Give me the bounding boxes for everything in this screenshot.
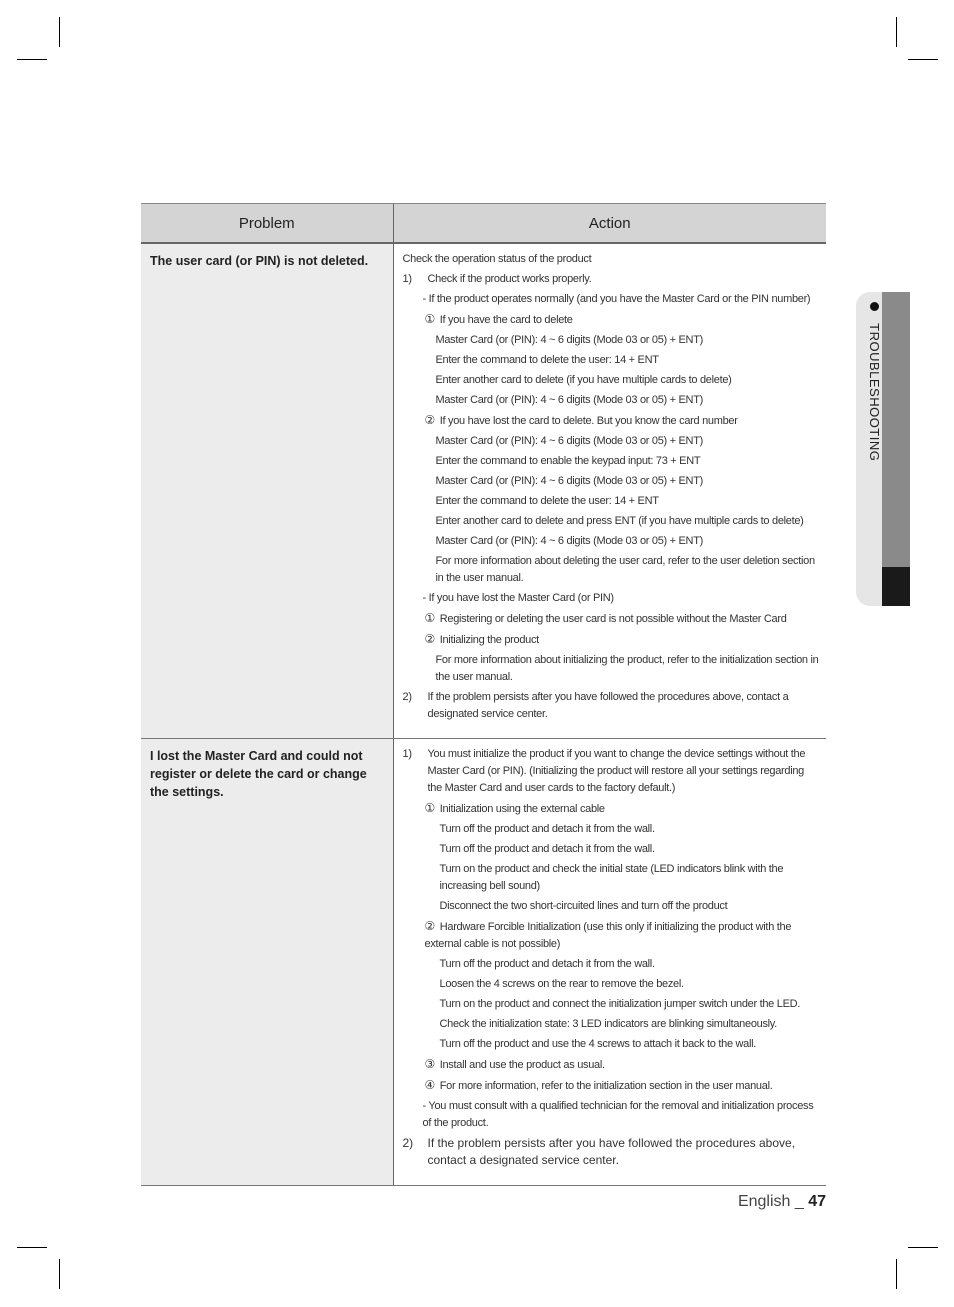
step-line: Master Card (or (PIN): 4 ~ 6 digits (Mode 03 or 05) + ENT) (435, 394, 703, 406)
step-line: Turn on the product and connect the initialization jumper switch under the LED. (439, 998, 801, 1010)
troubleshooting-table (141, 203, 826, 1186)
step-line: Enter another card to delete (if you have multiple cards to delete) (435, 374, 732, 386)
step-line: Turn on the product and check the initial state (LED indicators blink with the increasing bell sound) (439, 863, 784, 892)
crop-mark (896, 17, 897, 47)
sub-item: ① Registering or deleting the user card is not possible without the Master Card (424, 611, 787, 625)
condition-line: - If the product operates normally (and you have the Master Card or the PIN number) (422, 293, 811, 305)
tab-stripe-dark (882, 567, 910, 606)
section-tab-label (862, 302, 882, 461)
circled-number: ③ (424, 1057, 435, 1071)
circled-number: ① (424, 312, 435, 326)
step-line: Loosen the 4 screws on the rear to remove the bezel. (439, 978, 684, 990)
crop-mark (908, 59, 938, 60)
crop-mark (17, 1247, 47, 1248)
sub-item: ① If you have the card to delete (424, 312, 573, 326)
sub-item: ② If you have lost the card to delete. But you know the card number (424, 413, 738, 427)
sub-item: ④ For more information, refer to the initialization section in the user manual. (424, 1078, 773, 1092)
sub-item: ③ Install and use the product as usual. (424, 1057, 605, 1071)
circled-number: ① (424, 801, 435, 815)
step-line: Master Card (or (PIN): 4 ~ 6 digits (Mode 03 or 05) + ENT) (435, 435, 703, 447)
step-line: Master Card (or (PIN): 4 ~ 6 digits (Mode 03 or 05) + ENT) (435, 535, 703, 547)
step-line: Disconnect the two short-circuited lines and turn off the product (439, 900, 728, 912)
step-line: Turn off the product and use the 4 screws to attach it back to the wall. (439, 1038, 757, 1050)
step-line: Enter another card to delete and press ENT (if you have multiple cards to delete) (435, 515, 804, 527)
problem-header: Problem (141, 204, 393, 244)
numbered-item: 1) Check if the product works properly. (402, 273, 592, 285)
crop-mark (59, 1259, 60, 1289)
step-line: Master Card (or (PIN): 4 ~ 6 digits (Mode 03 or 05) + ENT) (435, 475, 703, 487)
step-line: Enter the command to enable the keypad input: 73 + ENT (435, 455, 701, 467)
problem-cell: The user card (or PIN) is not deleted. (141, 243, 393, 739)
action-intro: Check the operation status of the product (402, 253, 592, 265)
table-header-row (141, 204, 826, 244)
sub-item: ② Initializing the product (424, 632, 539, 646)
step-line: Turn off the product and detach it from the wall. (439, 843, 655, 855)
sub-item: ① Initialization using the external cable (424, 801, 605, 815)
crop-mark (59, 17, 60, 47)
table-row (141, 739, 826, 1186)
condition-line: - You must consult with a qualified technician for the removal and initialization process of the product. (422, 1100, 814, 1129)
page-footer (738, 1193, 826, 1211)
step-line: Master Card (or (PIN): 4 ~ 6 digits (Mode 03 or 05) + ENT) (435, 334, 703, 346)
circled-number: ② (424, 919, 435, 933)
crop-mark (896, 1259, 897, 1289)
step-line: Check the initialization state: 3 LED indicators are blinking simultaneously. (439, 1018, 777, 1030)
page-number: 47 (808, 1193, 826, 1210)
tab-stripe (882, 292, 910, 567)
step-line: Enter the command to delete the user: 14 + ENT (435, 354, 659, 366)
circled-number: ② (424, 632, 435, 646)
crop-mark (17, 59, 47, 60)
crop-mark (908, 1247, 938, 1248)
condition-line: - If you have lost the Master Card (or PIN) (422, 592, 614, 604)
numbered-item: 2) If the problem persists after you have followed the procedures above, contact a designated service center. (402, 691, 789, 720)
step-line: Enter the command to delete the user: 14 + ENT (435, 495, 659, 507)
table-row (141, 243, 826, 739)
numbered-item: 1) You must initialize the product if you want to change the device settings without the Master Card (or PIN). (Initializing the product will restore all your settings regarding the Master Card and user cards to the factory default.) (402, 748, 806, 794)
circled-number: ④ (424, 1078, 435, 1092)
numbered-item: 2) If the problem persists after you have followed the procedures above, contact a designated service center. (402, 1136, 796, 1167)
step-line: Turn off the product and detach it from the wall. (439, 958, 655, 970)
action-cell (393, 739, 826, 1186)
problem-cell: I lost the Master Card and could not register or delete the card or change the settings. (141, 739, 393, 1186)
sub-item: ② Hardware Forcible Initialization (use this only if initializing the product with the external cable is not possible) (424, 919, 792, 950)
footer-language: English _ (737, 1193, 809, 1210)
section-tab (856, 292, 910, 606)
action-header: Action (393, 204, 826, 244)
step-line: For more information about deleting the user card, refer to the user deletion section in the user manual. (435, 555, 815, 584)
circled-number: ② (424, 413, 435, 427)
action-cell (393, 243, 826, 739)
step-line: Turn off the product and detach it from the wall. (439, 823, 655, 835)
circled-number: ① (424, 611, 435, 625)
section-tab-text: TROUBLESHOOTING (867, 323, 882, 462)
bullet-icon (870, 302, 879, 311)
step-line: For more information about initializing the product, refer to the initialization section in the user manual. (435, 654, 819, 683)
